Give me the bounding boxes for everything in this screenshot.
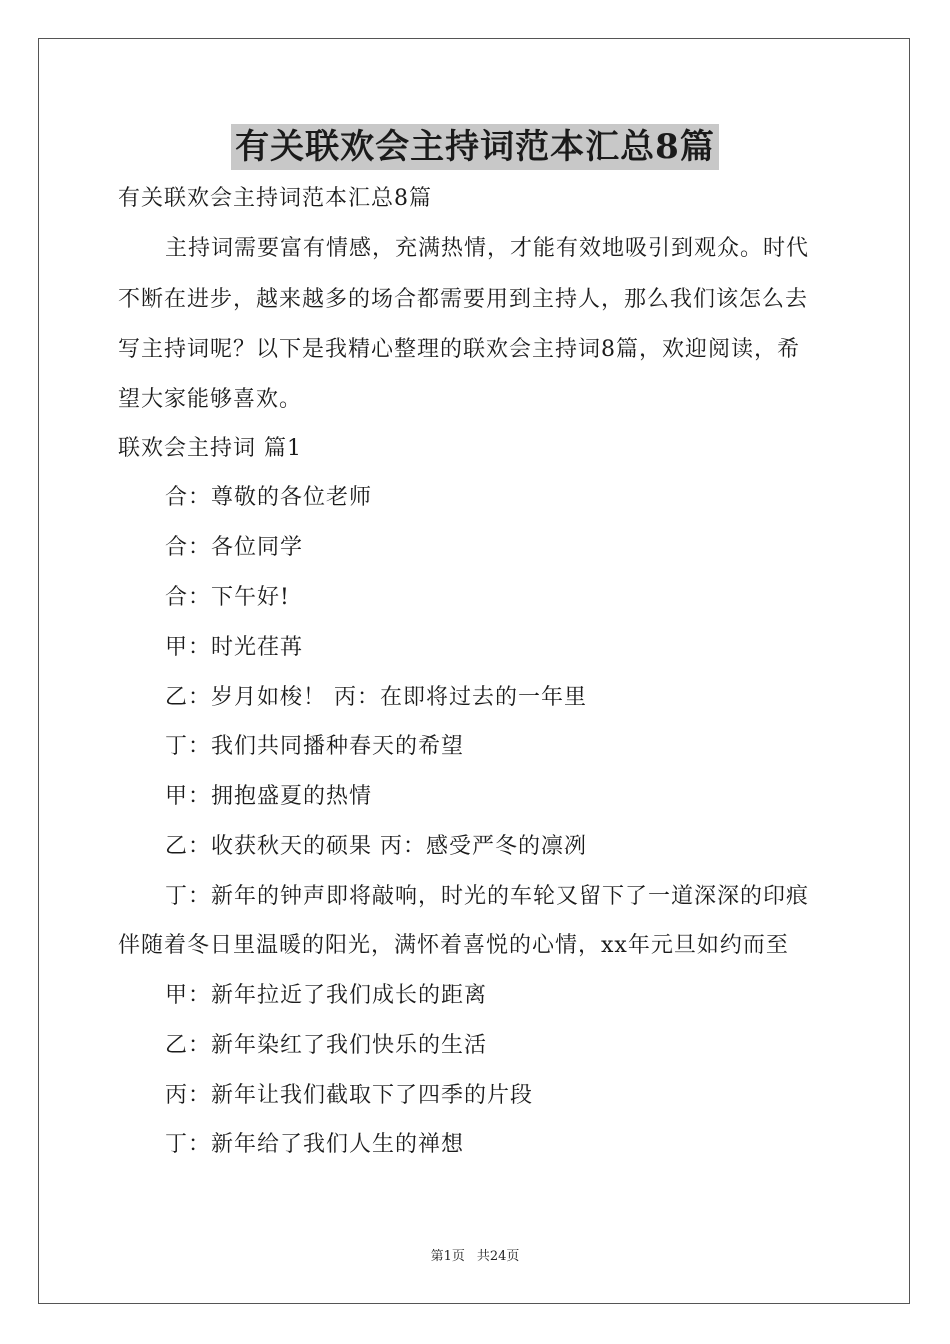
page-footer <box>0 1247 950 1267</box>
document-subtitle: 有关联欢会主持词范本汇总8篇 <box>118 186 432 211</box>
dialogue-line: 合：下午好! <box>165 585 290 610</box>
dialogue-line: 乙：收获秋天的硕果 丙：感受严冬的凛冽 <box>165 834 587 859</box>
page-border <box>38 38 910 1304</box>
dialogue-line: 乙：新年染红了我们快乐的生活 <box>165 1033 488 1058</box>
dialogue-line: 乙：岁月如梭！ 丙：在即将过去的一年里 <box>165 685 587 710</box>
section-heading: 联欢会主持词 篇1 <box>118 436 302 461</box>
dialogue-line: 丙：新年让我们截取下了四季的片段 <box>165 1083 534 1108</box>
dialogue-line: 合：尊敬的各位老师 <box>165 485 373 510</box>
intro-line-3: 写主持词呢？以下是我精心整理的联欢会主持词8篇，欢迎阅读，希 <box>118 337 800 362</box>
dialogue-line: 合：各位同学 <box>165 535 304 560</box>
intro-line-4: 望大家能够喜欢。 <box>118 387 303 412</box>
dialogue-line: 丁：新年给了我们人生的禅想 <box>165 1132 465 1157</box>
dialogue-line: 甲：新年拉近了我们成长的距离 <box>165 983 488 1008</box>
dialogue-line: 丁：新年的钟声即将敲响，时光的车轮又留下了一道深深的印痕 <box>165 884 810 909</box>
document-title: 有关联欢会主持词范本汇总8篇 <box>231 124 719 170</box>
page-current: 第1页 <box>430 1249 465 1264</box>
dialogue-line: 伴随着冬日里温暖的阳光，满怀着喜悦的心情，xx年元旦如约而至 <box>118 933 789 958</box>
title-wrap <box>0 124 950 170</box>
intro-line-2: 不断在进步，越来越多的场合都需要用到主持人，那么我们该怎么去 <box>118 287 809 312</box>
dialogue-line: 丁：我们共同播种春天的希望 <box>165 734 465 759</box>
dialogue-line: 甲：时光荏苒 <box>165 635 304 660</box>
intro-line-1: 主持词需要富有情感，充满热情，才能有效地吸引到观众。时代 <box>165 236 810 261</box>
dialogue-line: 甲：拥抱盛夏的热情 <box>165 784 373 809</box>
page-total: 共24页 <box>476 1249 520 1264</box>
